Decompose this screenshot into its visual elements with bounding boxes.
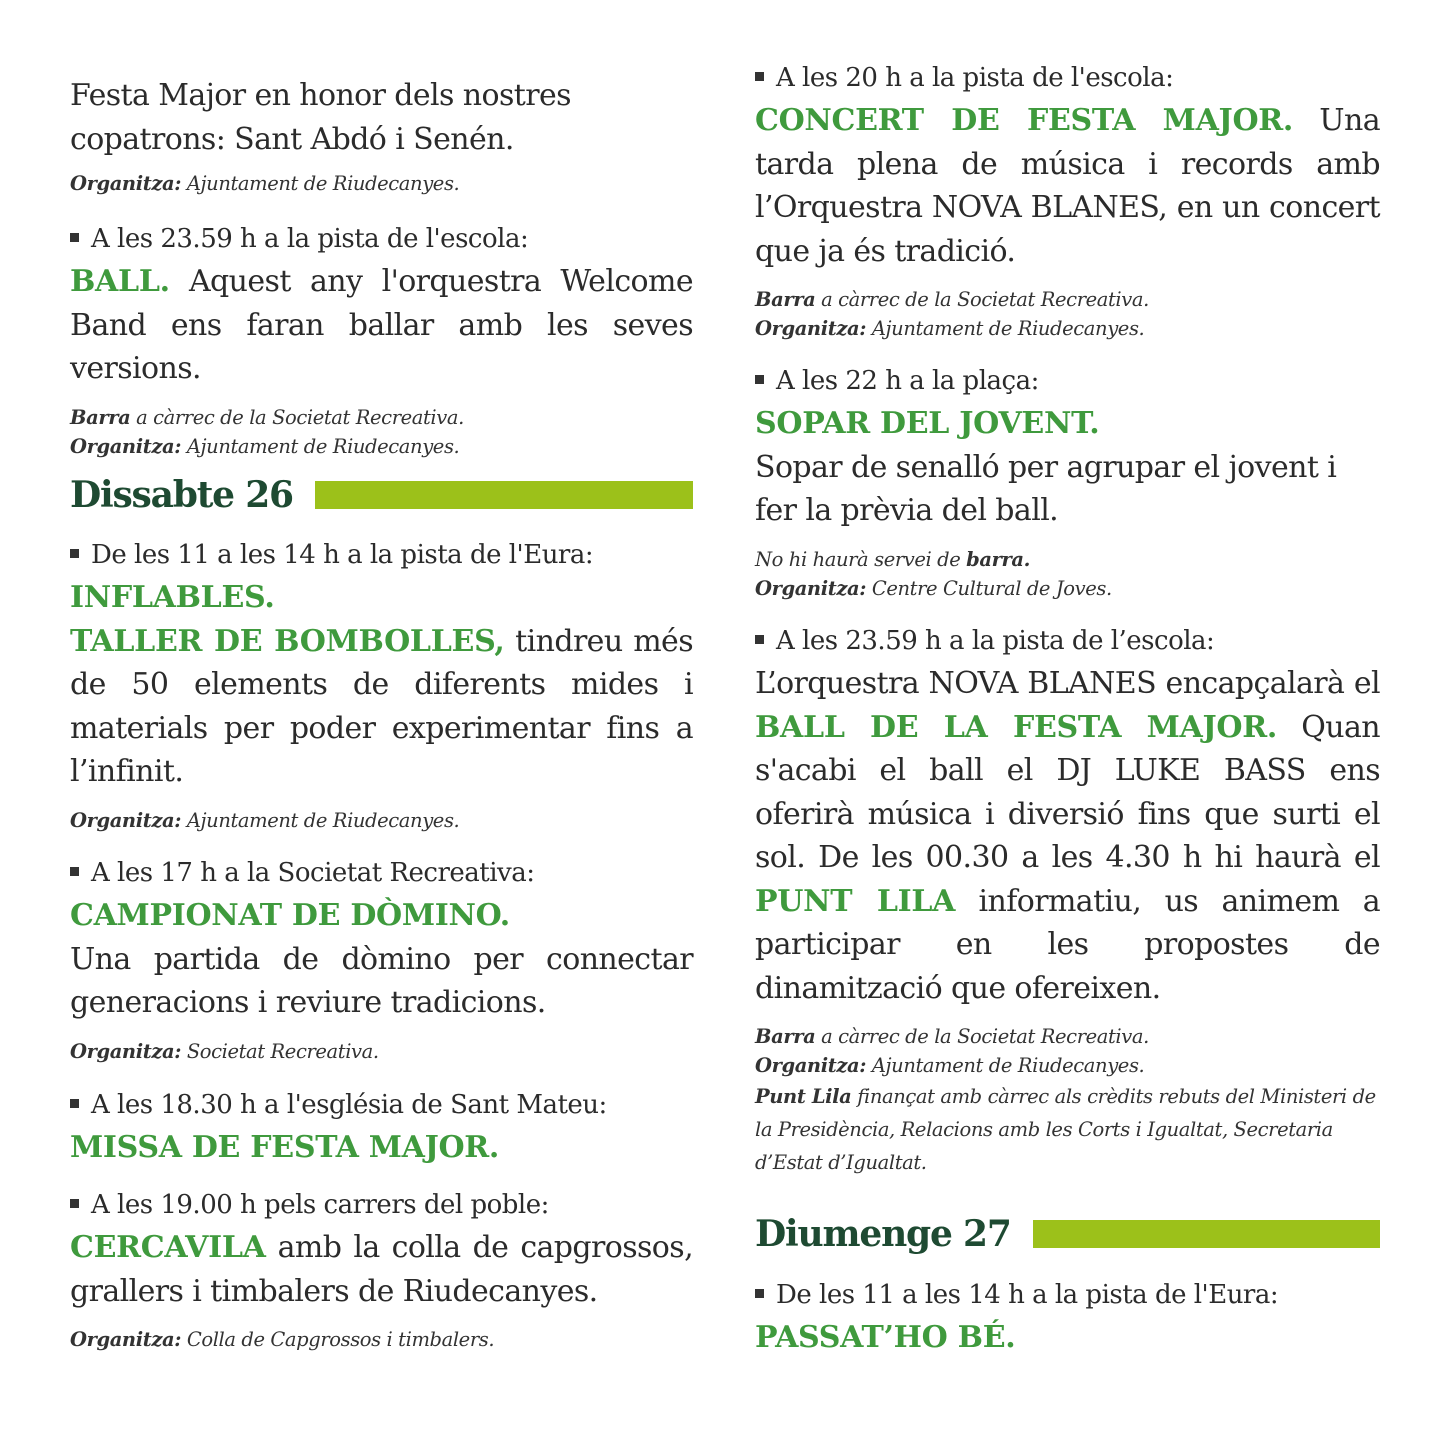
organizer-note: Organitza: Ajuntament de Riudecanyes. <box>70 808 460 832</box>
funding-note: Punt Lila finançat amb càrrec als crèdits rebuts del Ministeri de la Presidència, Relacions amb les Corts i Igualtat, Secretaria d’Estat d’Igualtat. <box>755 1085 1376 1174</box>
organizer-note: Organitza: Ajuntament de Riudecanyes. <box>70 434 460 458</box>
event-description: Sopar de senalló per agrupar el jovent i fer la prèvia del ball. <box>755 449 1337 528</box>
event-missa <box>70 1088 693 1170</box>
event-time: A les 19.00 h pels carrers del poble: <box>70 1188 693 1222</box>
day-title: Dissabte 26 <box>70 474 293 516</box>
bar-note: Barra a càrrec de la Societat Recreativa. <box>755 1025 1149 1048</box>
event-description: TALLER DE BOMBOLLES, tindreu més de 50 elements de diferents mides i materials per poder experimentar fins a l’infinit. <box>70 623 693 789</box>
organizer-note: Organitza: Ajuntament de Riudecanyes. <box>70 172 460 195</box>
intro-event <box>70 74 693 198</box>
day-divider-bar <box>315 481 693 509</box>
event-title: CAMPIONAT DE DÒMINO. <box>70 898 510 933</box>
day-header-dissabte <box>70 473 693 517</box>
punt-lila-highlight: PUNT LILA <box>755 883 956 919</box>
event-time: A les 23.59 h a la pista de l’escola: <box>755 624 1380 658</box>
event-title: TALLER DE BOMBOLLES, <box>70 623 505 659</box>
bar-note: No hi haurà servei de barra. <box>755 547 1031 571</box>
event-inflables <box>70 538 693 835</box>
day-header-diumenge <box>755 1212 1380 1256</box>
bar-note: Barra a càrrec de la Societat Recreativa. <box>70 405 464 429</box>
event-title: MISSA DE FESTA MAJOR. <box>70 1130 500 1165</box>
square-bullet-icon <box>755 72 764 81</box>
event-time: A les 17 h a la Societat Recreativa: <box>70 856 693 890</box>
event-time: A les 22 h a la plaça: <box>755 364 1380 398</box>
event-ball-festa-major <box>755 624 1380 1179</box>
day-divider-bar <box>1033 1220 1380 1248</box>
event-title: CONCERT DE FESTA MAJOR. <box>755 103 1294 138</box>
organizer-note: Organitza: Ajuntament de Riudecanyes. <box>755 317 1145 340</box>
event-domino <box>70 856 693 1066</box>
event-concert <box>755 61 1380 343</box>
event-description: L’orquestra NOVA BLANES encapçalarà el BALL DE LA FESTA MAJOR. Quan s'acabi el ball el DJ LUKE BASS ens oferirà música i diversió fins que surti el sol. De les 00.30 a les 4.30 h hi haurà el PUNT LILA informatiu, us animem a participar en les propostes de dinamització que ofereixen. <box>755 666 1380 1006</box>
square-bullet-icon <box>70 1099 79 1108</box>
square-bullet-icon <box>70 549 79 558</box>
square-bullet-icon <box>755 375 764 384</box>
bar-note: Barra a càrrec de la Societat Recreativa. <box>755 288 1149 311</box>
event-time: A les 20 h a la pista de l'escola: <box>755 61 1380 95</box>
square-bullet-icon <box>70 867 79 876</box>
event-description: BALL. Aquest any l'orquestra Welcome Band ens faran ballar amb les seves versions. <box>70 264 693 386</box>
event-title: SOPAR DEL JOVENT. <box>755 406 1100 441</box>
event-sopar <box>755 364 1380 603</box>
event-description: CONCERT DE FESTA MAJOR. Una tarda plena de música i records amb l’Orquestra NOVA BLANES, en un concert que ja és tradició. <box>755 103 1380 269</box>
event-title: BALL DE LA FESTA MAJOR. <box>755 709 1278 745</box>
event-ball <box>70 222 693 461</box>
intro-text: Festa Major en honor dels nostres copatrons: Sant Abdó i Senén. <box>70 78 571 157</box>
event-cercavila <box>70 1188 693 1354</box>
organizer-note: Organitza: Ajuntament de Riudecanyes. <box>755 1054 1145 1077</box>
event-title: PASSAT’HO BÉ. <box>755 1320 1016 1355</box>
event-time: A les 18.30 h a l'església de Sant Mateu: <box>70 1088 693 1122</box>
organizer-note: Organitza: Societat Recreativa. <box>70 1039 379 1063</box>
event-title: CERCAVILA <box>70 1230 266 1265</box>
event-title: BALL. <box>70 264 170 299</box>
event-time: De les 11 a les 14 h a la pista de l'Eura: <box>755 1278 1380 1312</box>
square-bullet-icon <box>70 1199 79 1208</box>
event-time: De les 11 a les 14 h a la pista de l'Eura: <box>70 538 693 572</box>
organizer-note: Organitza: Centre Cultural de Joves. <box>755 576 1112 600</box>
event-description: CERCAVILA amb la colla de capgrossos, grallers i timbalers de Riudecanyes. <box>70 1230 693 1309</box>
organizer-note: Organitza: Colla de Capgrossos i timbalers. <box>70 1328 495 1351</box>
square-bullet-icon <box>70 233 79 242</box>
day-title: Diumenge 27 <box>755 1213 1011 1255</box>
square-bullet-icon <box>755 1289 764 1298</box>
event-passatho <box>755 1278 1380 1360</box>
event-title: INFLABLES. <box>70 580 275 615</box>
square-bullet-icon <box>755 635 764 644</box>
event-description: Una partida de dòmino per connectar generacions i reviure tradicions. <box>70 941 693 1020</box>
event-time: A les 23.59 h a la pista de l'escola: <box>70 222 693 256</box>
